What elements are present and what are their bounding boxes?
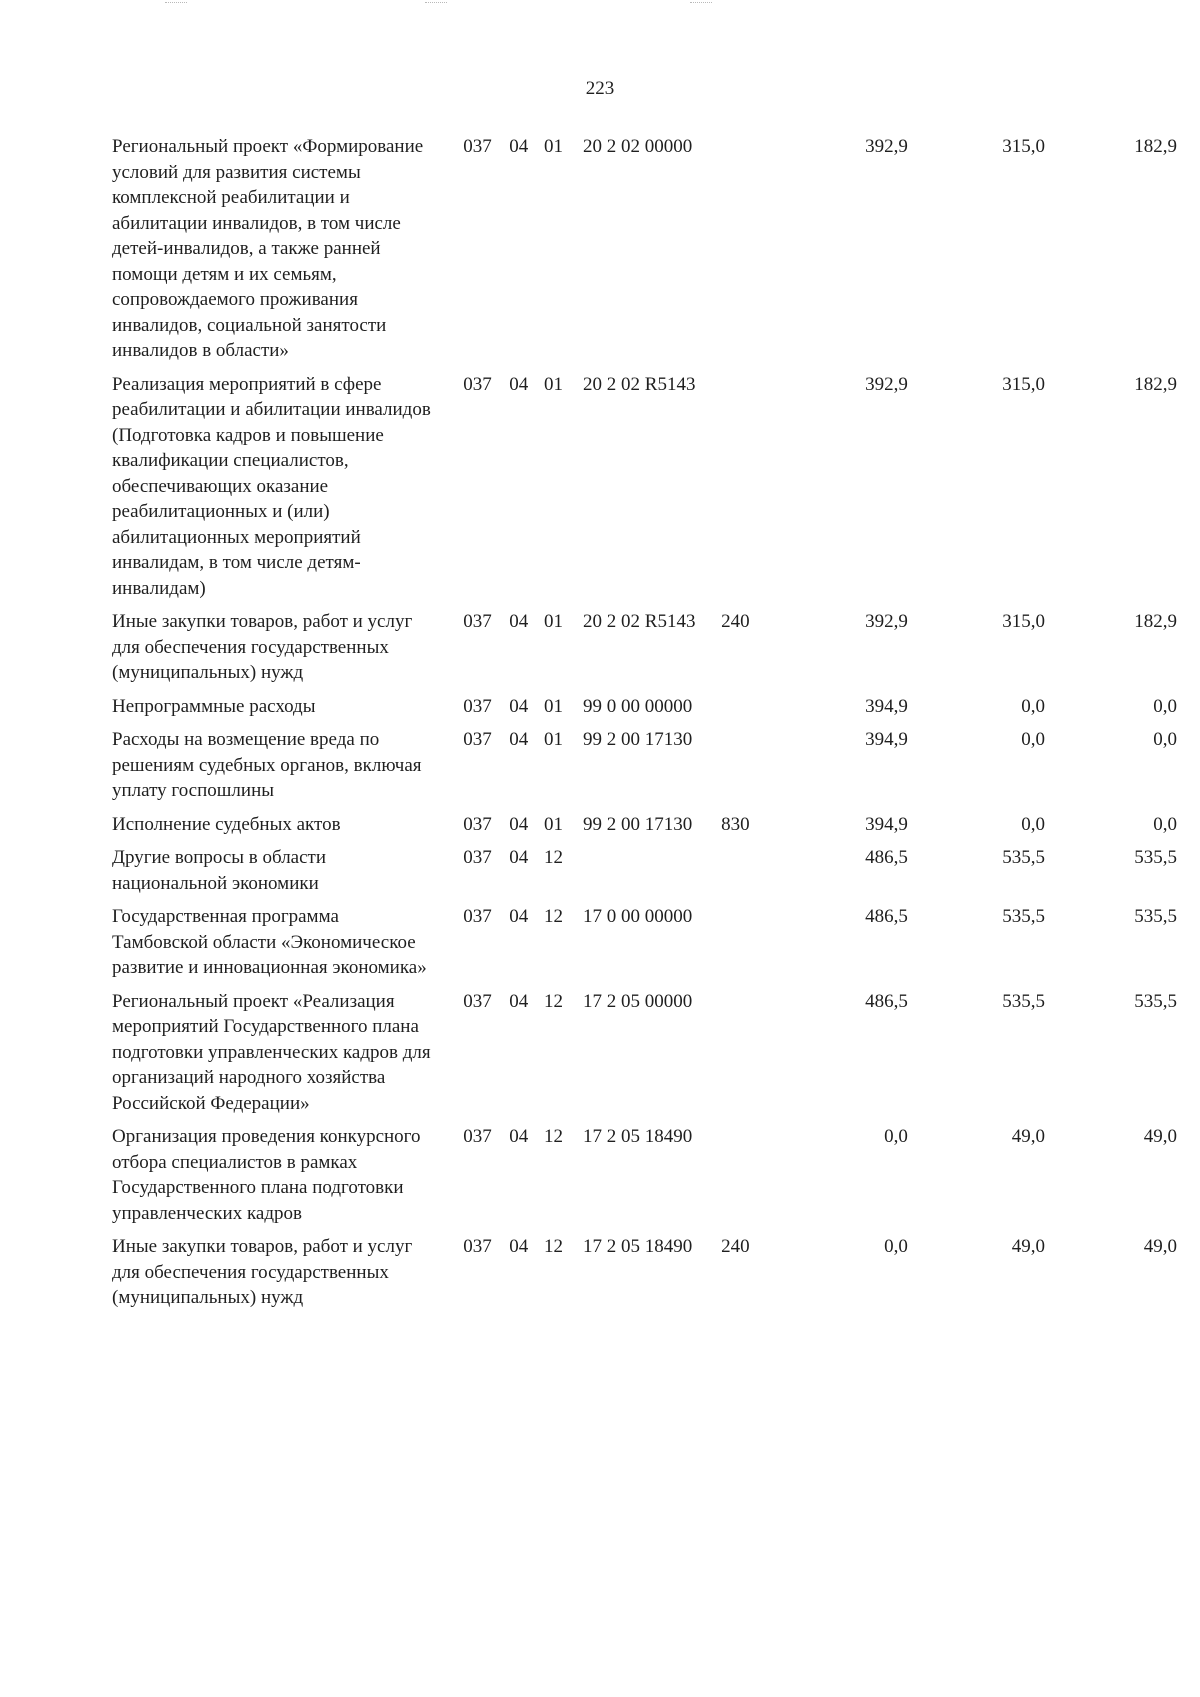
target-article-code: 17 2 05 00000: [583, 990, 693, 1012]
ministry-code: 037: [463, 990, 492, 1012]
page-number: 223: [585, 78, 615, 99]
table-row: [112, 727, 1177, 812]
amount-year-2: 0,0: [1021, 813, 1045, 835]
amount-year-3: 0,0: [1153, 813, 1177, 835]
ministry-code: 037: [463, 695, 492, 717]
table-row: [112, 1124, 1177, 1234]
expense-name: Организация проведения конкурсного отбора специалистов в рамках Государственного плана подготовки управленческих кадров: [112, 1126, 421, 1224]
amount-year-3: 0,0: [1153, 729, 1177, 750]
table-row: [112, 1234, 1177, 1319]
budget-table-body: [112, 134, 1177, 1319]
amount-year-2: 535,5: [1002, 847, 1045, 868]
amount-year-1: 394,9: [865, 695, 908, 717]
section-code: 04: [509, 729, 529, 750]
target-article-code: 20 2 02 R5143: [583, 611, 696, 632]
expense-name: Исполнение судебных актов: [112, 813, 341, 835]
amount-year-2: 49,0: [1011, 1236, 1045, 1257]
subsection-code: 01: [544, 136, 564, 157]
expense-type-code: [721, 1124, 776, 1234]
amount-year-2: 315,0: [1002, 136, 1045, 157]
scan-artifact: [165, 2, 187, 7]
section-code: 04: [509, 695, 529, 717]
amount-year-1: 392,9: [865, 373, 908, 395]
expense-type-code: [721, 727, 776, 812]
ministry-code: 037: [463, 729, 492, 750]
target-article-code: 20 2 02 00000: [583, 136, 693, 157]
section-code: 04: [509, 611, 529, 632]
subsection-code: 01: [544, 729, 564, 750]
target-article-code: 17 2 05 18490: [583, 1236, 693, 1257]
expense-type-code: [721, 845, 776, 904]
target-article-code: 99 2 00 17130: [583, 813, 693, 835]
amount-year-3: 535,5: [1134, 990, 1177, 1012]
table-row: [112, 845, 1177, 904]
ministry-code: 037: [463, 136, 492, 157]
subsection-code: 12: [544, 1236, 564, 1257]
expense-type-code: 240: [721, 611, 750, 632]
expense-type-code: 830: [721, 813, 750, 835]
expense-name: Другие вопросы в области национальной экономики: [112, 847, 327, 894]
amount-year-3: 535,5: [1134, 906, 1177, 927]
expense-type-code: 240: [721, 1236, 750, 1257]
section-code: 04: [509, 906, 529, 927]
table-row: [112, 989, 1177, 1125]
table-row: [112, 904, 1177, 989]
amount-year-3: 182,9: [1134, 373, 1177, 395]
table-row: [112, 609, 1177, 694]
target-article-code: 20 2 02 R5143: [583, 373, 696, 395]
expense-type-code: [721, 904, 776, 989]
scan-artifact: [425, 2, 447, 7]
amount-year-1: 394,9: [865, 729, 908, 750]
expense-name: Иные закупки товаров, работ и услуг для обеспечения государственных (муниципальных) нужд: [112, 1236, 413, 1308]
amount-year-3: 182,9: [1134, 611, 1177, 632]
subsection-code: 12: [544, 990, 564, 1012]
ministry-code: 037: [463, 847, 492, 868]
expense-name: Государственная программа Тамбовской области «Экономическое развитие и инновационная экономика»: [112, 906, 427, 978]
target-article-code: 17 2 05 18490: [583, 1126, 693, 1147]
amount-year-1: 486,5: [865, 990, 908, 1012]
ministry-code: 037: [463, 1236, 492, 1257]
expense-type-code: [721, 694, 776, 728]
scan-artifact: [690, 2, 712, 7]
amount-year-2: 315,0: [1002, 611, 1045, 632]
amount-year-1: 0,0: [884, 1126, 908, 1147]
expense-name: Иные закупки товаров, работ и услуг для обеспечения государственных (муниципальных) нужд: [112, 611, 413, 683]
table-row: [112, 694, 1177, 728]
amount-year-1: 0,0: [884, 1236, 908, 1257]
section-code: 04: [509, 1236, 529, 1257]
section-code: 04: [509, 373, 529, 395]
target-article-code: 99 0 00 00000: [583, 695, 693, 717]
subsection-code: 01: [544, 373, 564, 395]
expense-name: Непрограммные расходы: [112, 695, 316, 717]
ministry-code: 037: [463, 373, 492, 395]
subsection-code: 12: [544, 847, 564, 868]
subsection-code: 12: [544, 906, 564, 927]
amount-year-3: 182,9: [1134, 136, 1177, 157]
ministry-code: 037: [463, 906, 492, 927]
expense-name: Региональный проект «Реализация мероприятий Государственного плана подготовки управленческих кадров для организаций народного хозяйства Российской Федерации»: [112, 990, 431, 1114]
amount-year-3: 0,0: [1153, 695, 1177, 717]
amount-year-3: 49,0: [1143, 1236, 1177, 1257]
ministry-code: 037: [463, 813, 492, 835]
subsection-code: 01: [544, 695, 564, 717]
section-code: 04: [509, 1126, 529, 1147]
budget-table: [112, 134, 1177, 1319]
target-article-code: 99 2 00 17130: [583, 729, 693, 750]
amount-year-2: 535,5: [1002, 906, 1045, 927]
target-article-code: 17 0 00 00000: [583, 906, 693, 927]
amount-year-1: 486,5: [865, 906, 908, 927]
section-code: 04: [509, 990, 529, 1012]
section-code: 04: [509, 847, 529, 868]
amount-year-1: 486,5: [865, 847, 908, 868]
subsection-code: 01: [544, 813, 564, 835]
expense-name: Реализация мероприятий в сфере реабилитации и абилитации инвалидов (Подготовка кадров и повышение квалификации специалистов, обеспечивающих оказание реабилитационных и (или) абилитационных мероприятий инвалидам, в том числе детям-инвалидам): [112, 373, 431, 599]
expense-name: Расходы на возмещение вреда по решениям судебных органов, включая уплату госпошлины: [112, 729, 422, 801]
ministry-code: 037: [463, 1126, 492, 1147]
amount-year-3: 535,5: [1134, 847, 1177, 868]
ministry-code: 037: [463, 611, 492, 632]
table-row: [112, 812, 1177, 846]
table-row: [112, 134, 1177, 372]
amount-year-2: 49,0: [1011, 1126, 1045, 1147]
amount-year-3: 49,0: [1143, 1126, 1177, 1147]
amount-year-1: 394,9: [865, 813, 908, 835]
section-code: 04: [509, 136, 529, 157]
amount-year-1: 392,9: [865, 611, 908, 632]
expense-name: Региональный проект «Формирование условий для развития системы комплексной реабилитации и абилитации инвалидов, в том числе детей-инвалидов, а также ранней помощи детям и их семьям, сопровождаемого проживания инвалидов, социальной занятости инвалидов в области»: [112, 136, 424, 361]
amount-year-2: 315,0: [1002, 373, 1045, 395]
amount-year-2: 535,5: [1002, 990, 1045, 1012]
expense-type-code: [721, 989, 776, 1125]
amount-year-2: 0,0: [1021, 695, 1045, 717]
expense-type-code: [721, 372, 776, 610]
amount-year-2: 0,0: [1021, 729, 1045, 750]
target-article-code: [583, 845, 721, 904]
expense-type-code: [721, 134, 776, 372]
subsection-code: 01: [544, 611, 564, 632]
subsection-code: 12: [544, 1126, 564, 1147]
table-row: [112, 372, 1177, 610]
amount-year-1: 392,9: [865, 136, 908, 157]
section-code: 04: [509, 813, 529, 835]
